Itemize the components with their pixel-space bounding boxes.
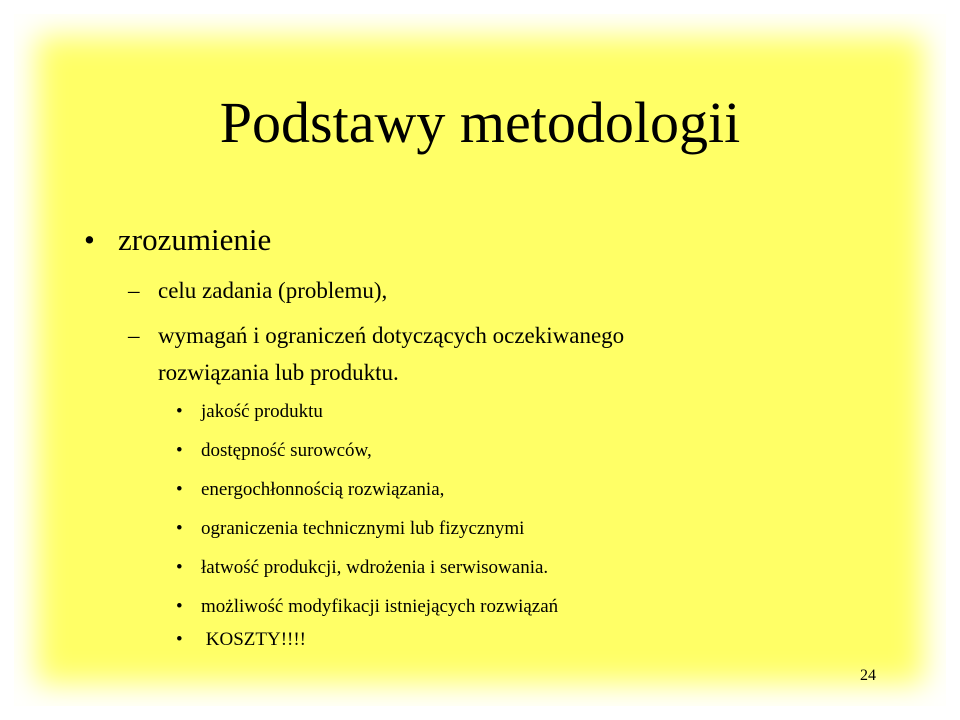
detail-text: możliwość modyfikacji istniejących rozwiązań [201, 596, 559, 617]
bullet-mark: • [176, 596, 183, 617]
dash-mark: – [128, 278, 140, 303]
detail-text: łatwość produkcji, wdrożenia i serwisowania. [201, 557, 549, 578]
bullet-text: zrozumienie [118, 222, 272, 257]
bullet-mark: • [176, 401, 183, 422]
sub-item-text: wymagań i ograniczeń dotyczących oczekiwanego [158, 323, 625, 348]
bullet-mark: • [176, 440, 183, 461]
detail-text: ograniczenia technicznymi lub fizycznymi [201, 518, 525, 539]
bullet-mark: • [84, 222, 95, 257]
detail-text: dostępność surowców, [201, 440, 372, 461]
detail-text: jakość produktu [201, 401, 323, 422]
detail-text: energochłonnością rozwiązania, [201, 479, 445, 500]
page-number: 24 [860, 667, 876, 684]
sub-item-text: rozwiązania lub produktu. [158, 360, 399, 385]
detail-text: KOSZTY!!!! [201, 629, 307, 650]
bullet-mark: • [176, 557, 183, 578]
bullet-mark: • [176, 518, 183, 539]
bullet-mark: • [176, 479, 183, 500]
slide-title: Podstawy metodologii [219, 90, 741, 155]
sub-item-text: celu zadania (problemu), [158, 278, 388, 303]
dash-mark: – [128, 323, 140, 348]
bullet-mark: • [176, 629, 183, 650]
